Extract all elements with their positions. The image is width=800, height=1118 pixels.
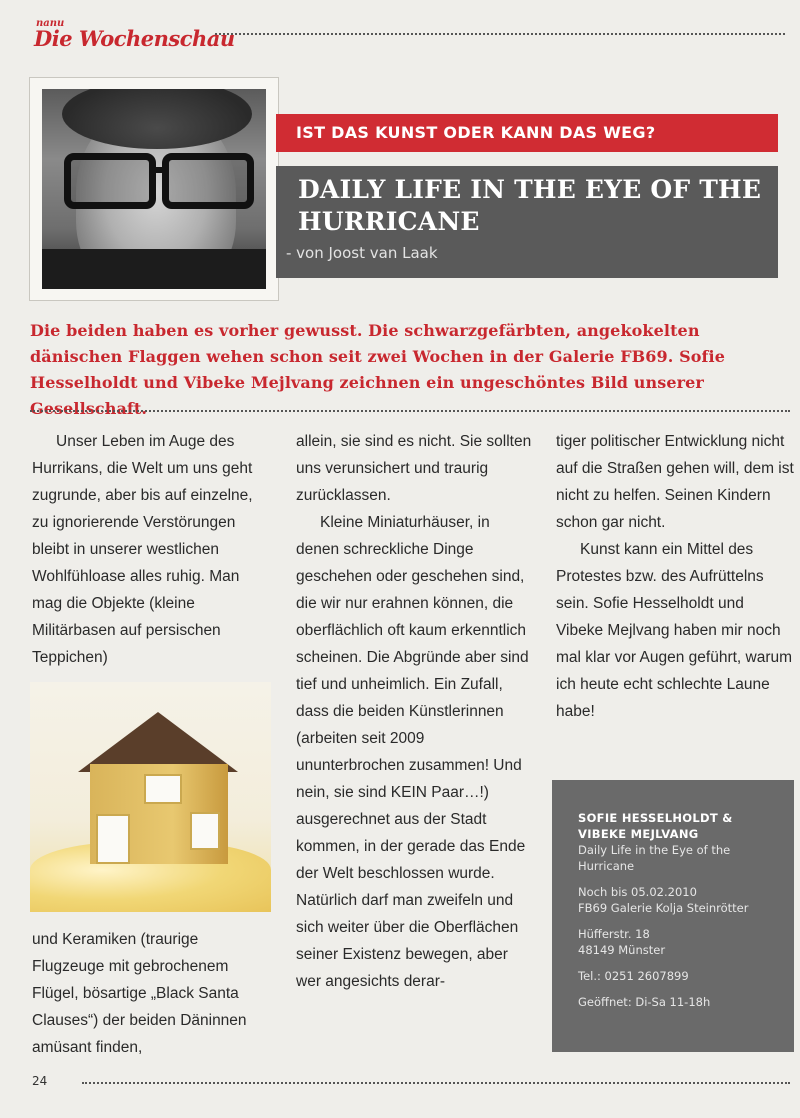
logo-section-name: Die Wochenschau	[34, 26, 235, 51]
body-paragraph: Unser Leben im Auge des Hurrikans, die Welt um uns geht zugrunde, aber bis auf einzelne, zu ignorierende Verstörungen bleibt in unserer westlichen Wohlfühloase alles ruhig. Man mag die Objekte (kleine Militärbasen auf persischen Teppichen)	[32, 433, 253, 666]
body-paragraph: und Keramiken (traurige Flugzeuge mit gebrochenem Flügel, bösartige „Black Santa Clauses“) der beiden Däninnen amüsant finden,	[32, 931, 247, 1056]
info-city: 48149 Münster	[578, 943, 666, 957]
body-paragraph: allein, sie sind es nicht. Sie sollten uns verunsichert und traurig zurücklassen.	[296, 433, 532, 504]
body-column-2	[296, 428, 536, 995]
logo-small-text: nanu	[36, 18, 65, 29]
article-lead: Die beiden haben es vorher gewusst. Die schwarzgefärbten, angekokelten dänischen Flaggen wehen schon seit zwei Wochen in der Galerie FB69. Sofie Hesselholdt und Vibeke Mejlvang zeichnen ein ungeschöntes Bild unserer Gesellschaft.	[30, 321, 725, 418]
body-column-1	[32, 428, 272, 671]
magazine-logo	[30, 18, 235, 52]
body-column-1-continued	[32, 926, 272, 1061]
info-phone: Tel.: 0251 2607899	[578, 969, 689, 983]
body-paragraph: Kunst kann ein Mittel des Protestes bzw. des Aufrüttelns sein. Sofie Hesselholdt und Vibeke Mejlvang haben mir noch mal klar vor Augen geführt, warum ich heute echt schlechte Laune habe!	[556, 541, 793, 720]
author-photo-stamp	[30, 78, 278, 300]
title-box	[276, 166, 778, 278]
info-venue: FB69 Galerie Kolja Steinrötter	[578, 901, 749, 915]
article-author: - von Joost van Laak	[286, 244, 438, 262]
body-paragraph: tiger politischer Entwicklung nicht auf die Straßen gehen will, dem ist nicht zu helfen. Seinen Kindern schon gar nicht.	[556, 433, 794, 531]
lead-dotted-rule	[30, 410, 790, 412]
page-number: 24	[32, 1074, 48, 1088]
exhibition-info-box	[552, 780, 794, 1052]
top-dotted-rule	[215, 33, 785, 35]
info-heading: SOFIE HESSELHOLDT & VIBEKE MEJLVANG	[578, 811, 733, 841]
bottom-dotted-rule	[82, 1082, 790, 1084]
info-hours: Geöffnet: Di-Sa 11-18h	[578, 995, 711, 1009]
miniature-house-image	[30, 682, 271, 912]
author-portrait-photo	[42, 89, 266, 289]
info-subtitle: Daily Life in the Eye of the Hurricane	[578, 843, 731, 873]
info-street: Hüfferstr. 18	[578, 927, 650, 941]
kicker-banner: IST DAS KUNST ODER KANN DAS WEG?	[276, 114, 778, 152]
article-title: DAILY LIFE IN THE EYE OF THE HURRICANE	[298, 175, 762, 236]
info-dates: Noch bis 05.02.2010	[578, 885, 697, 899]
body-column-3	[556, 428, 794, 725]
body-paragraph: Kleine Miniaturhäuser, in denen schreckliche Dinge geschehen oder geschehen sind, die wir nur erahnen können, die oberflächlich oft kaum erkenntlich scheinen. Die Abgründe aber sind tief und unheimlich. Ein Zufall, dass die beiden Künstlerinnen (arbeiten seit 2009 ununterbrochen zusammen! Und nein, sie sind KEIN Paar…!) ausgerechnet aus der Stadt kommen, in der gerade das Ende der Welt beschlossen wurde. Natürlich darf man zweifeln und sich weiter über die Oberflächen seiner Existenz bewegen, aber wer angesichts derar-	[296, 514, 529, 990]
